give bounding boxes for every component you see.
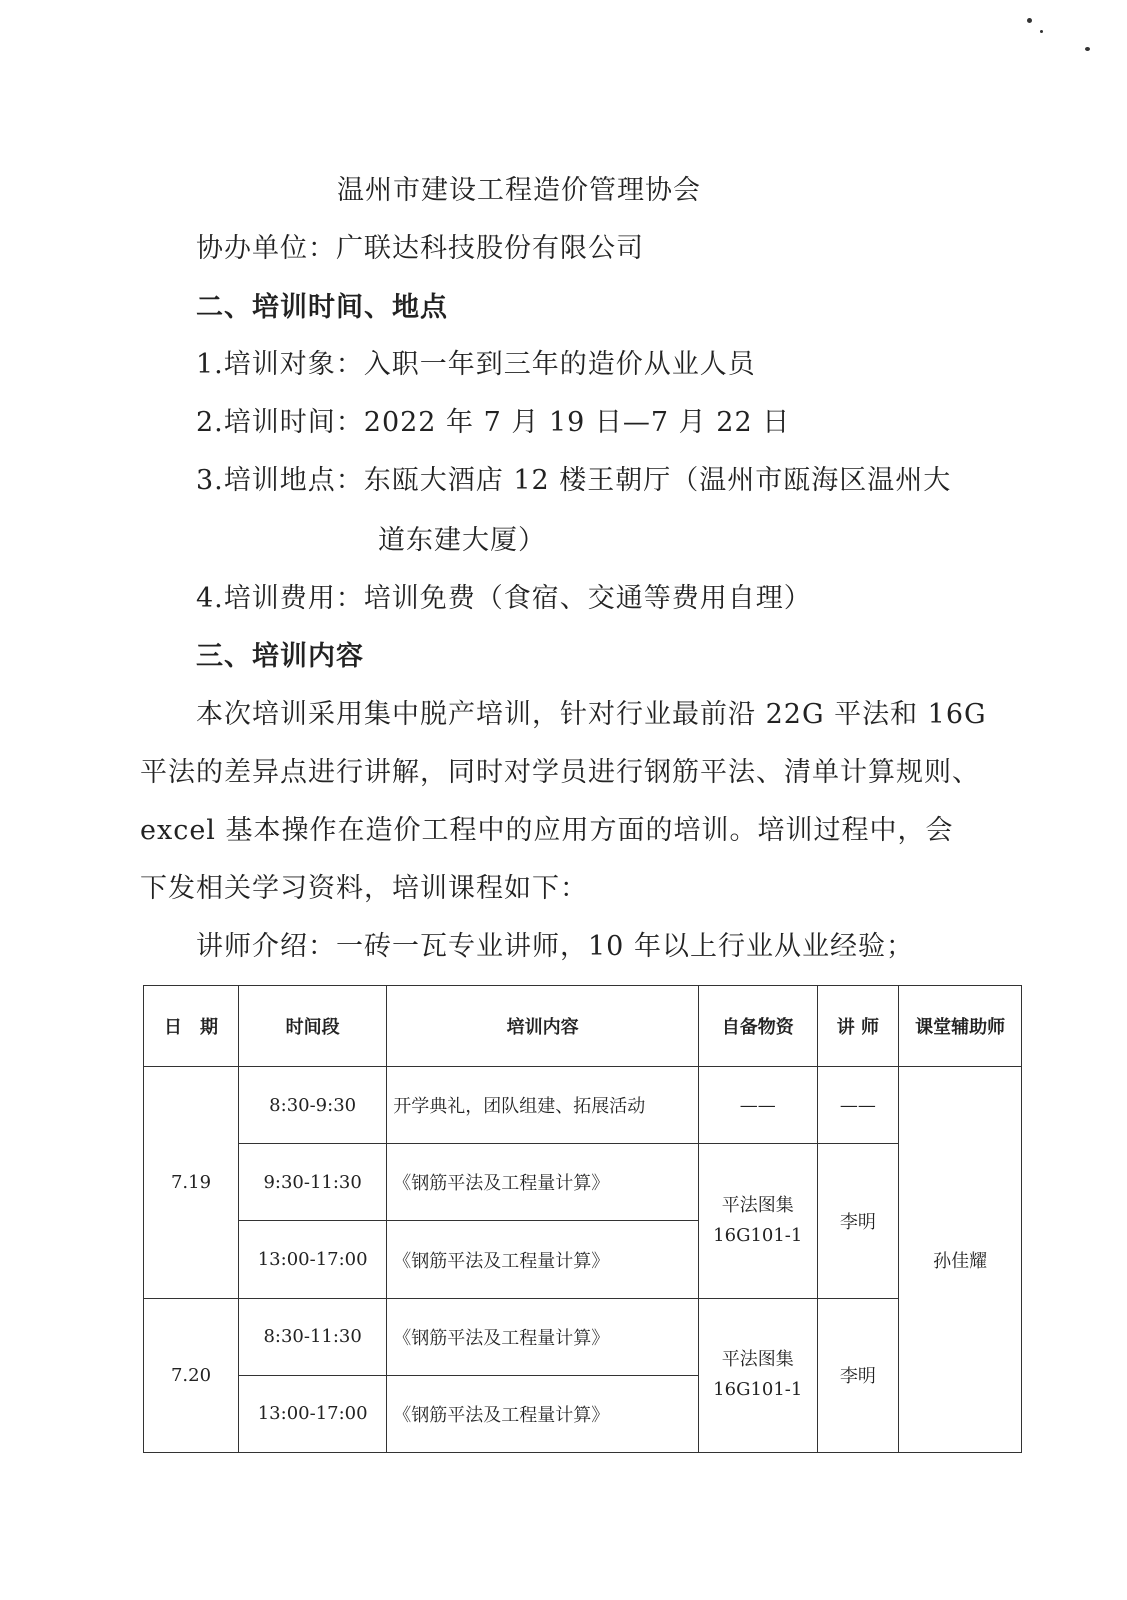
- scan-speck: [1027, 18, 1032, 23]
- content-cell: 开学典礼，团队组建、拓展活动: [387, 1067, 699, 1144]
- lecturer-intro: 讲师介绍：一砖一瓦专业讲师，10 年以上行业从业经验；: [196, 931, 914, 962]
- table-row: [144, 1067, 1022, 1144]
- section-heading-content: 三、培训内容: [196, 641, 364, 672]
- item-training-location: 3.培训地点：东瓯大酒店 12 楼王朝厅（温州市瓯海区温州大: [196, 465, 952, 496]
- header-lecturer: 讲 师: [817, 986, 899, 1067]
- materials-cell: [698, 1298, 817, 1452]
- time-cell: 13:00-17:00: [239, 1221, 387, 1298]
- materials-line: 平法图集: [721, 1194, 794, 1216]
- header-assistant: 课堂辅助师: [899, 986, 1022, 1067]
- paragraph-line: excel 基本操作在造价工程中的应用方面的培训。培训过程中，会: [140, 815, 954, 846]
- item-training-target: 1.培训对象：入职一年到三年的造价从业人员: [196, 349, 756, 380]
- item-training-time: 2.培训时间：2022 年 7 月 19 日—7 月 22 日: [196, 407, 791, 438]
- lecturer-cell: 李明: [817, 1298, 899, 1452]
- schedule-table: [143, 985, 1022, 1453]
- materials-cell: [698, 1144, 817, 1298]
- item-training-location-cont: 道东建大厦）: [378, 525, 546, 556]
- table-row: [144, 1298, 1022, 1375]
- header-time-slot: 时间段: [239, 986, 387, 1067]
- scan-speck: [1040, 30, 1043, 33]
- lecturer-cell: 李明: [817, 1144, 899, 1298]
- content-cell: 《钢筋平法及工程量计算》: [387, 1221, 699, 1298]
- time-cell: 9:30-11:30: [239, 1144, 387, 1221]
- content-cell: 《钢筋平法及工程量计算》: [387, 1298, 699, 1375]
- scan-speck: [1085, 47, 1090, 51]
- date-cell: 7.20: [144, 1298, 239, 1452]
- section-heading-time-place: 二、培训时间、地点: [196, 292, 448, 323]
- header-date: 日 期: [144, 986, 239, 1067]
- paragraph-line: 下发相关学习资料，培训课程如下：: [140, 873, 588, 904]
- date-cell: 7.19: [144, 1067, 239, 1298]
- lecturer-cell: ——: [817, 1067, 899, 1144]
- assistant-cell: 孙佳耀: [899, 1067, 1022, 1453]
- time-cell: 8:30-11:30: [239, 1298, 387, 1375]
- time-cell: 8:30-9:30: [239, 1067, 387, 1144]
- table-header-row: [144, 986, 1022, 1067]
- content-cell: 《钢筋平法及工程量计算》: [387, 1144, 699, 1221]
- header-content: 培训内容: [387, 986, 699, 1067]
- materials-line: 16G101-1: [713, 1224, 803, 1246]
- paragraph-line: 平法的差异点进行讲解，同时对学员进行钢筋平法、清单计算规则、: [140, 757, 980, 788]
- time-cell: 13:00-17:00: [239, 1375, 387, 1452]
- header-materials: 自备物资: [698, 986, 817, 1067]
- paragraph-line: 本次培训采用集中脱产培训，针对行业最前沿 22G 平法和 16G: [196, 699, 987, 730]
- materials-line: 平法图集: [721, 1349, 794, 1371]
- materials-cell: ——: [698, 1067, 817, 1144]
- co-organizer-line: 协办单位：广联达科技股份有限公司: [196, 233, 644, 264]
- table-row: [144, 1144, 1022, 1221]
- content-cell: 《钢筋平法及工程量计算》: [387, 1375, 699, 1452]
- item-training-fee: 4.培训费用：培训免费（食宿、交通等费用自理）: [196, 583, 812, 614]
- materials-line: 16G101-1: [713, 1379, 803, 1401]
- organizer-line: 温州市建设工程造价管理协会: [337, 175, 701, 206]
